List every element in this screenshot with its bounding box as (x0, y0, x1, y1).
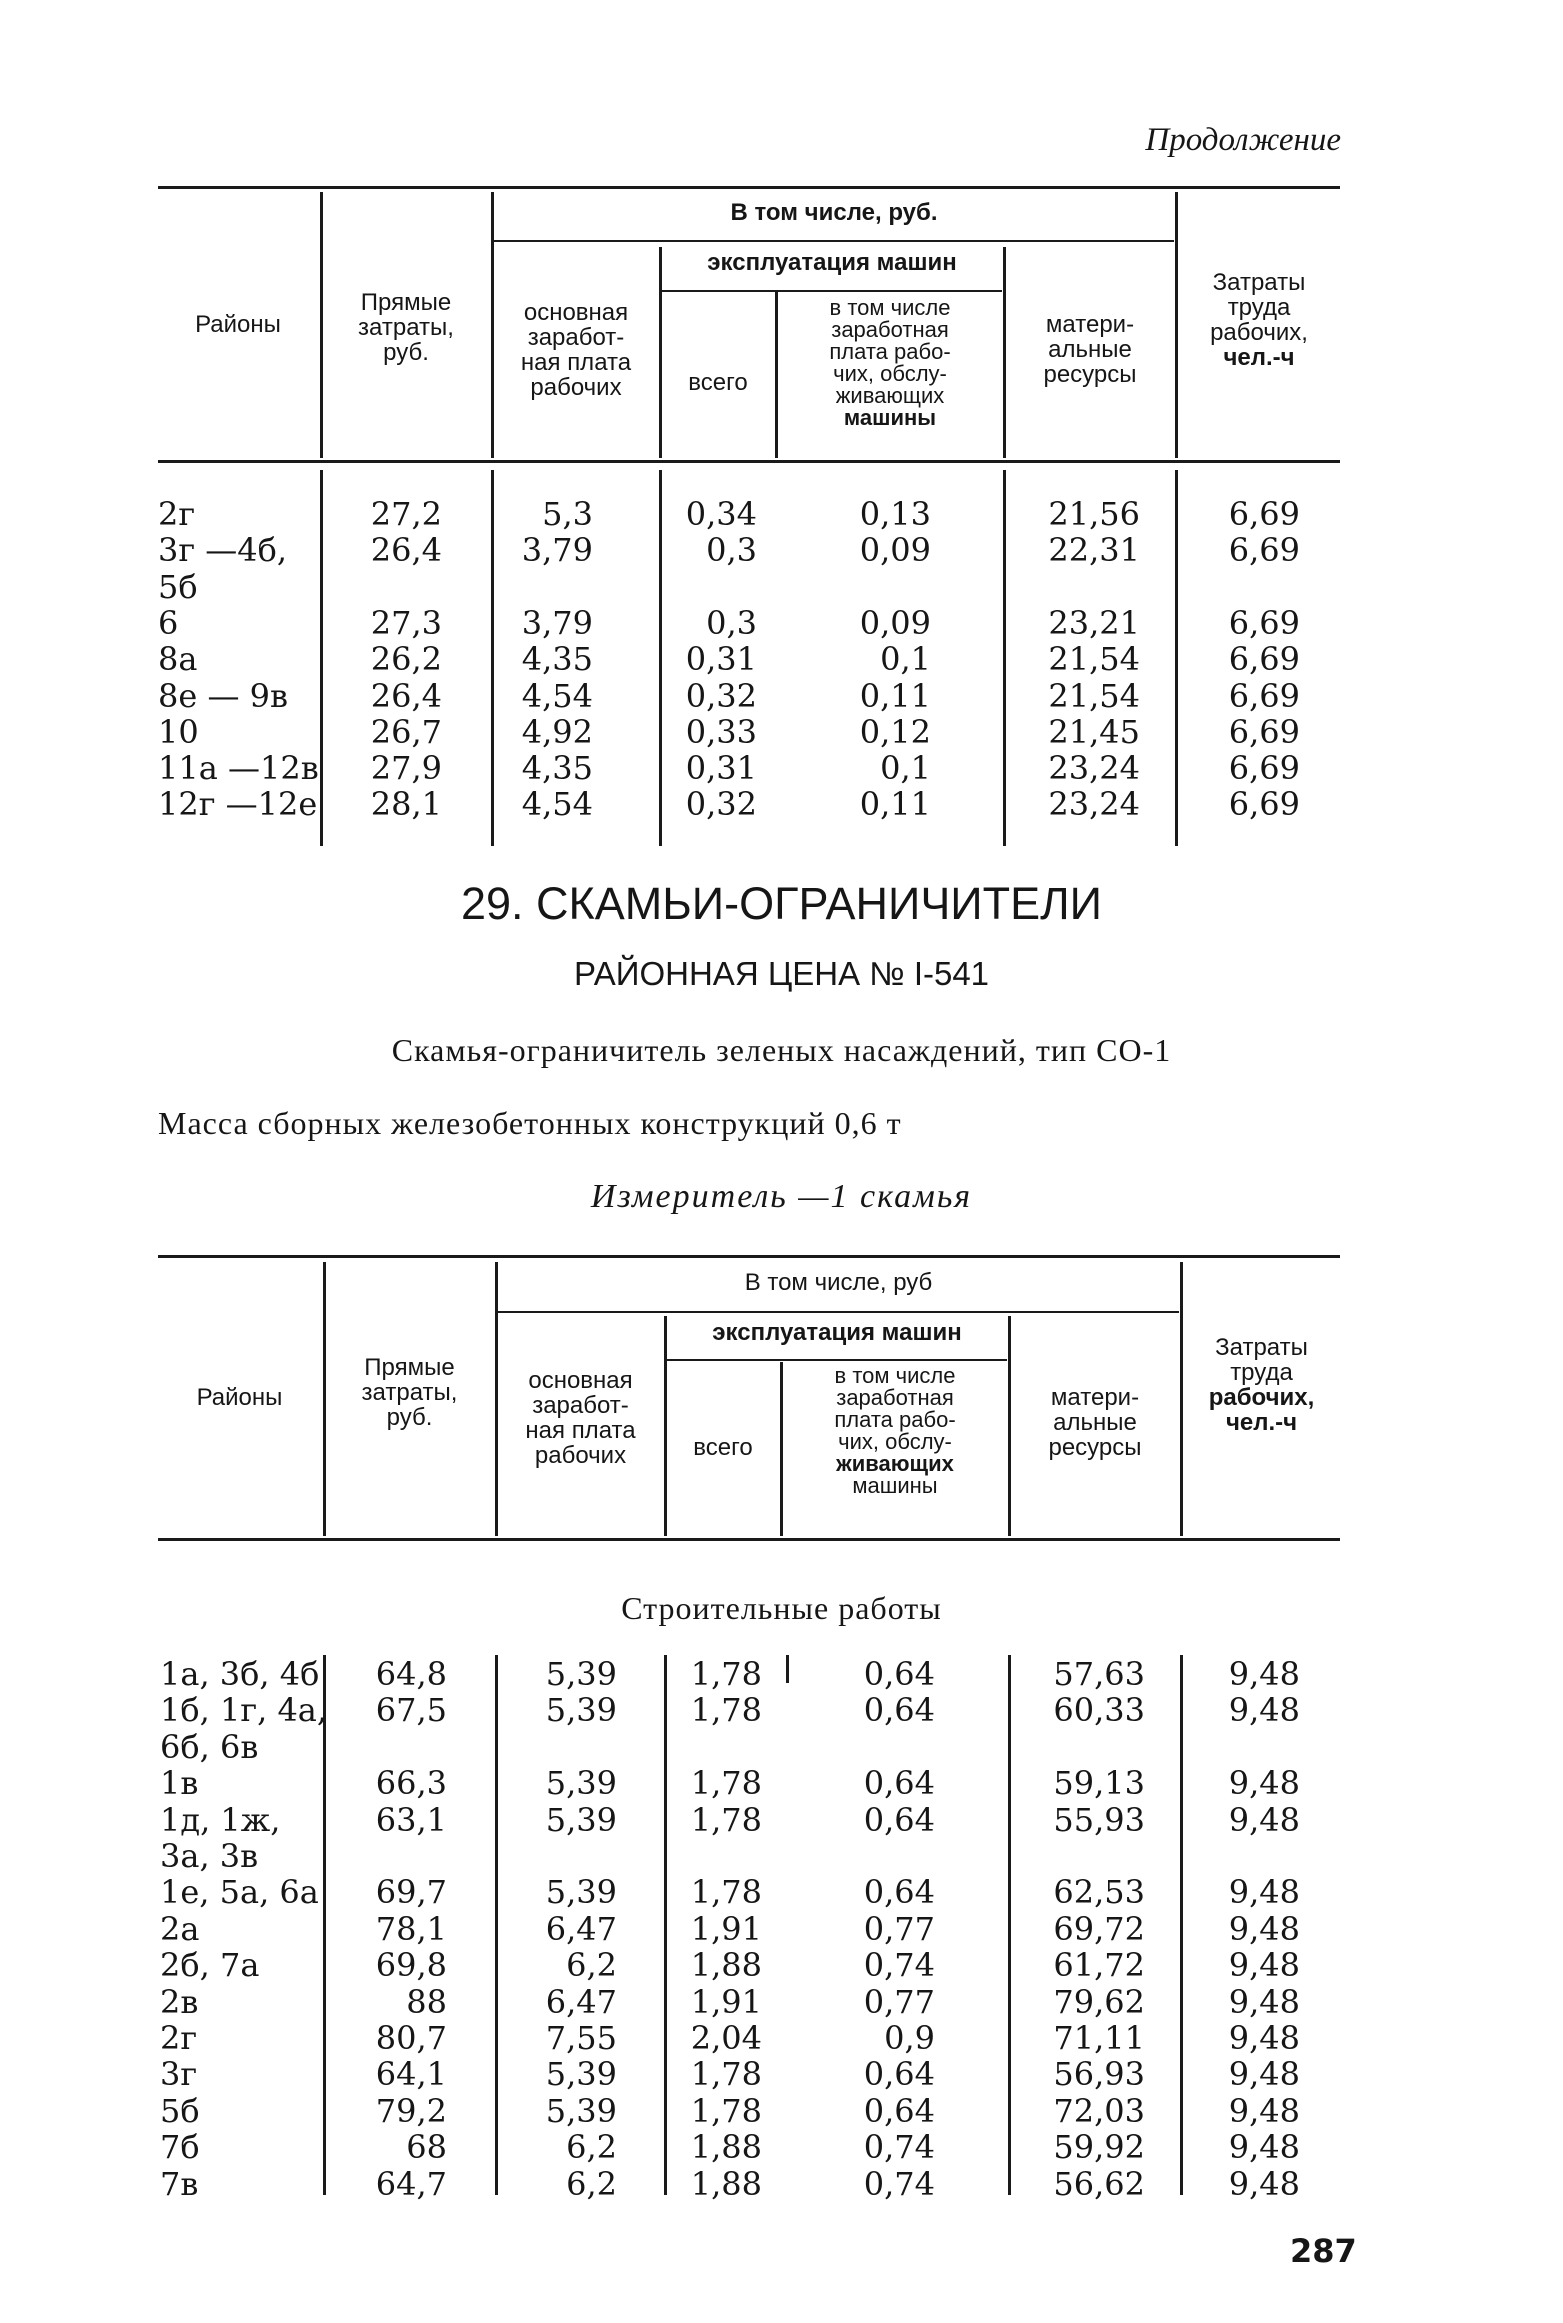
direct-costs-cell: 80,7 (375, 2019, 447, 2057)
direct-costs-cell: 88 (406, 1982, 447, 2021)
labor-cell: 6,69 (1228, 785, 1300, 824)
machines-total-cell: 1,78 (690, 2091, 762, 2130)
direct-costs-cell: 27,2 (370, 495, 442, 533)
direct-costs-cell: 79,2 (375, 2091, 447, 2130)
district-cell: 3г —4б, (158, 531, 288, 570)
machine-wages-cell: 0,11 (859, 676, 931, 715)
labor-cell: 6,69 (1228, 531, 1300, 570)
machine-wages-cell: 0,09 (859, 531, 931, 570)
header-direct-costs-2: Прямые затраты, руб. (361, 1354, 458, 1431)
machines-total-cell: 1,78 (690, 1764, 762, 1803)
materials-cell: 56,93 (1053, 2055, 1145, 2094)
table-row (0, 678, 1563, 714)
district-cell: 8а (158, 640, 198, 679)
machines-total-cell: 1,78 (690, 2055, 762, 2094)
district-cell: 1а, 3б, 4б (160, 1655, 320, 1693)
district-cell: 7в (160, 2164, 199, 2203)
table-row (0, 1911, 1563, 1947)
wages-cell: 5,39 (545, 2055, 617, 2094)
machine-wages-cell: 0,13 (859, 495, 931, 533)
table-row (0, 1656, 1563, 1692)
materials-cell: 23,21 (1048, 603, 1140, 642)
labor-cell: 6,69 (1228, 676, 1300, 715)
direct-costs-cell: 69,8 (375, 1946, 447, 1985)
materials-cell: 23,24 (1048, 785, 1140, 824)
materials-cell: 21,54 (1048, 640, 1140, 679)
table1-header-rule (158, 460, 1340, 463)
machines-total-cell: 0,32 (685, 785, 757, 824)
labor-cell: 6,69 (1228, 749, 1300, 788)
wages-cell: 4,54 (521, 676, 593, 715)
wages-cell: 4,54 (521, 785, 593, 824)
machines-total-cell: 1,88 (690, 2164, 762, 2203)
table-row-continuation (0, 569, 1563, 605)
machines-total-cell: 0,31 (685, 749, 757, 788)
machines-total-cell: 1,88 (690, 2128, 762, 2167)
page-number: 287 (1290, 2232, 1357, 2270)
direct-costs-cell: 66,3 (375, 1764, 447, 1803)
header-districts: Районы (195, 311, 281, 338)
header-machines-2: эксплуатация машин (712, 1319, 962, 1346)
labor-cell: 9,48 (1228, 1946, 1300, 1985)
district-cell: 10 (158, 712, 199, 751)
wages-cell: 5,39 (545, 2091, 617, 2130)
direct-costs-cell: 26,2 (370, 640, 442, 679)
machine-wages-cell: 0,74 (863, 1946, 935, 1985)
table-row (0, 750, 1563, 786)
machines-total-cell: 1,78 (690, 1873, 762, 1912)
machines-total-cell: 2,04 (690, 2019, 762, 2057)
wages-cell: 5,39 (545, 1800, 617, 1839)
labor-cell: 9,48 (1228, 1691, 1300, 1730)
labor-cell: 9,48 (1228, 1764, 1300, 1803)
district-cell: 6б, 6в (160, 1727, 259, 1766)
materials-cell: 21,56 (1048, 495, 1140, 533)
machines-total-cell: 0,31 (685, 640, 757, 679)
wages-cell: 5,39 (545, 1655, 617, 1693)
table-row-continuation (0, 1729, 1563, 1765)
section-title: 29. СКАМЬИ-ОГРАНИЧИТЕЛИ (460, 878, 1103, 929)
materials-cell: 55,93 (1053, 1800, 1145, 1839)
header-machines: эксплуатация машин (707, 249, 957, 276)
labor-cell: 6,69 (1228, 603, 1300, 642)
header-machines-total-2: всего (693, 1434, 753, 1461)
wages-cell: 3,79 (521, 603, 593, 642)
district-cell: 2г (158, 495, 196, 533)
wages-cell: 3,79 (521, 531, 593, 570)
price-title: РАЙОННАЯ ЦЕНА № I-541 (573, 955, 990, 992)
direct-costs-cell: 63,1 (375, 1800, 447, 1839)
header-materials: матери- альные ресурсы (1043, 311, 1137, 388)
labor-cell: 9,48 (1228, 1909, 1300, 1948)
materials-cell: 72,03 (1053, 2091, 1145, 2130)
machine-wages-cell: 0,74 (863, 2128, 935, 2167)
machine-wages-cell: 0,11 (859, 785, 931, 824)
materials-cell: 69,72 (1053, 1909, 1145, 1948)
machines-total-cell: 0,34 (685, 495, 757, 533)
district-cell: 7б (160, 2128, 200, 2167)
table-row (0, 532, 1563, 568)
table-row (0, 1874, 1563, 1910)
machine-wages-cell: 0,64 (863, 1800, 935, 1839)
machine-wages-cell: 0,9 (884, 2019, 935, 2057)
header-machine-wages-2: в том числе заработная плата рабо- чих, обслу- живающих машины (834, 1363, 956, 1498)
machines-total-cell: 1,78 (690, 1691, 762, 1730)
labor-cell: 9,48 (1228, 2055, 1300, 2094)
table1-top-rule (158, 186, 1340, 189)
direct-costs-cell: 64,1 (375, 2055, 447, 2094)
machine-wages-cell: 0,74 (863, 2164, 935, 2203)
labor-cell: 9,48 (1228, 2128, 1300, 2167)
table-row (0, 641, 1563, 677)
wages-cell: 4,92 (521, 712, 593, 751)
materials-cell: 56,62 (1053, 2164, 1145, 2203)
wages-cell: 4,35 (521, 640, 593, 679)
district-cell: 1в (160, 1764, 199, 1803)
table-row (0, 1692, 1563, 1728)
direct-costs-cell: 26,4 (370, 676, 442, 715)
header-labor-2: Затраты труда рабочих, чел.-ч (1208, 1334, 1315, 1436)
direct-costs-cell: 28,1 (370, 785, 442, 824)
table-row (0, 2020, 1563, 2056)
wages-cell: 5,39 (545, 1873, 617, 1912)
machine-wages-cell: 0,64 (863, 1691, 935, 1730)
measure-line: Измеритель —1 скамья (590, 1178, 973, 1215)
table-row (0, 1947, 1563, 1983)
labor-cell: 9,48 (1228, 1982, 1300, 2021)
machines-total-cell: 0,32 (685, 676, 757, 715)
table-row (0, 1802, 1563, 1838)
direct-costs-cell: 64,7 (375, 2164, 447, 2203)
materials-cell: 57,63 (1053, 1655, 1145, 1693)
header-including: В том числе, руб. (730, 199, 938, 226)
district-cell: 11а —12в (158, 749, 319, 788)
header-wages-2: основная заработ- ная плата рабочих (525, 1367, 636, 1469)
wages-cell: 6,47 (545, 1909, 617, 1948)
machines-total-cell: 0,3 (706, 603, 757, 642)
district-cell: 2б, 7а (160, 1946, 260, 1985)
table-row-continuation (0, 1838, 1563, 1874)
item-title: Скамья-ограничитель зеленых насаждений, тип СО-1 (391, 1032, 1172, 1068)
wages-cell: 4,35 (521, 749, 593, 788)
machine-wages-cell: 0,64 (863, 2091, 935, 2130)
direct-costs-cell: 68 (406, 2128, 447, 2167)
table-row (0, 496, 1563, 532)
district-cell: 2г (160, 2019, 198, 2057)
direct-costs-cell: 67,5 (375, 1691, 447, 1730)
machines-total-cell: 1,91 (690, 1982, 762, 2021)
labor-cell: 9,48 (1228, 1655, 1300, 1693)
labor-cell: 6,69 (1228, 640, 1300, 679)
machine-wages-cell: 0,77 (863, 1982, 935, 2021)
table2-header-rule (158, 1538, 1340, 1541)
table-row (0, 786, 1563, 822)
header-labor: Затраты труда рабочих, чел.-ч (1210, 269, 1308, 371)
mass-line: Масса сборных железобетонных конструкций 0,6 т (158, 1105, 902, 1141)
district-cell: 1б, 1г, 4а, (160, 1691, 328, 1730)
district-cell: 5б (158, 567, 198, 606)
direct-costs-cell: 26,4 (370, 531, 442, 570)
district-cell: 2в (160, 1982, 199, 2021)
labor-cell: 6,69 (1228, 495, 1300, 533)
machine-wages-cell: 0,1 (880, 640, 931, 679)
materials-cell: 61,72 (1053, 1946, 1145, 1985)
machine-wages-cell: 0,64 (863, 1873, 935, 1912)
table-row (0, 2056, 1563, 2092)
materials-cell: 79,62 (1053, 1982, 1145, 2021)
machines-total-cell: 1,91 (690, 1909, 762, 1948)
table2-top-rule (158, 1255, 1340, 1258)
direct-costs-cell: 78,1 (375, 1909, 447, 1948)
machines-total-cell: 0,33 (685, 712, 757, 751)
header-machine-wages: в том числе заработная плата рабо- чих, обслу- живающих машины (829, 295, 951, 430)
machine-wages-cell: 0,09 (859, 603, 931, 642)
direct-costs-cell: 27,3 (370, 603, 442, 642)
materials-cell: 23,24 (1048, 749, 1140, 788)
work-section-title: Строительные работы (621, 1590, 942, 1626)
district-cell: 12г —12е (158, 785, 318, 824)
header-direct-costs: Прямые затраты, руб. (358, 289, 454, 366)
materials-cell: 21,45 (1048, 712, 1140, 751)
machines-total-cell: 1,88 (690, 1946, 762, 1985)
table-row (0, 2093, 1563, 2129)
district-cell: 5б (160, 2091, 200, 2130)
labor-cell: 9,48 (1228, 1800, 1300, 1839)
direct-costs-cell: 64,8 (375, 1655, 447, 1693)
direct-costs-cell: 27,9 (370, 749, 442, 788)
continuation-label: Продолжение (1145, 122, 1341, 158)
machine-wages-cell: 0,1 (880, 749, 931, 788)
table-row (0, 2129, 1563, 2165)
district-cell: 6 (158, 603, 179, 642)
header-wages: основная заработ- ная плата рабочих (520, 299, 632, 401)
labor-cell: 9,48 (1228, 2164, 1300, 2203)
labor-cell: 9,48 (1228, 2091, 1300, 2130)
wages-cell: 5,39 (545, 1764, 617, 1803)
materials-cell: 60,33 (1053, 1691, 1145, 1730)
district-cell: 3а, 3в (160, 1837, 259, 1875)
machine-wages-cell: 0,64 (863, 1655, 935, 1693)
table-row (0, 605, 1563, 641)
district-cell: 2а (160, 1909, 200, 1948)
materials-cell: 22,31 (1048, 531, 1140, 570)
wages-cell: 5,3 (542, 495, 593, 533)
wages-cell: 7,55 (545, 2019, 617, 2057)
materials-cell: 59,13 (1053, 1764, 1145, 1803)
table-row (0, 1984, 1563, 2020)
labor-cell: 9,48 (1228, 2019, 1300, 2057)
machines-total-cell: 0,3 (706, 531, 757, 570)
machine-wages-cell: 0,12 (859, 712, 931, 751)
materials-cell: 62,53 (1053, 1873, 1145, 1912)
machine-wages-cell: 0,64 (863, 2055, 935, 2094)
machine-wages-cell: 0,77 (863, 1909, 935, 1948)
wages-cell: 6,47 (545, 1982, 617, 2021)
materials-cell: 21,54 (1048, 676, 1140, 715)
direct-costs-cell: 69,7 (375, 1873, 447, 1912)
header-including-2: В том числе, руб (744, 1269, 933, 1296)
machines-total-cell: 1,78 (690, 1655, 762, 1693)
labor-cell: 9,48 (1228, 1873, 1300, 1912)
wages-cell: 6,2 (566, 2164, 617, 2203)
table-row (0, 1765, 1563, 1801)
wages-cell: 5,39 (545, 1691, 617, 1730)
district-cell: 1е, 5а, 6а (160, 1873, 319, 1912)
district-cell: 8е — 9в (158, 676, 289, 715)
wages-cell: 6,2 (566, 2128, 617, 2167)
materials-cell: 71,11 (1053, 2019, 1145, 2057)
table-row (0, 714, 1563, 750)
machines-total-cell: 1,78 (690, 1800, 762, 1839)
materials-cell: 59,92 (1053, 2128, 1145, 2167)
machine-wages-cell: 0,64 (863, 1764, 935, 1803)
district-cell: 3г (160, 2055, 198, 2094)
direct-costs-cell: 26,7 (370, 712, 442, 751)
district-cell: 1д, 1ж, (160, 1800, 281, 1839)
labor-cell: 6,69 (1228, 712, 1300, 751)
header-districts-2: Районы (196, 1384, 283, 1411)
header-machines-total: всего (688, 369, 748, 396)
table-row (0, 2166, 1563, 2202)
header-materials-2: матери- альные ресурсы (1048, 1384, 1142, 1461)
wages-cell: 6,2 (566, 1946, 617, 1985)
